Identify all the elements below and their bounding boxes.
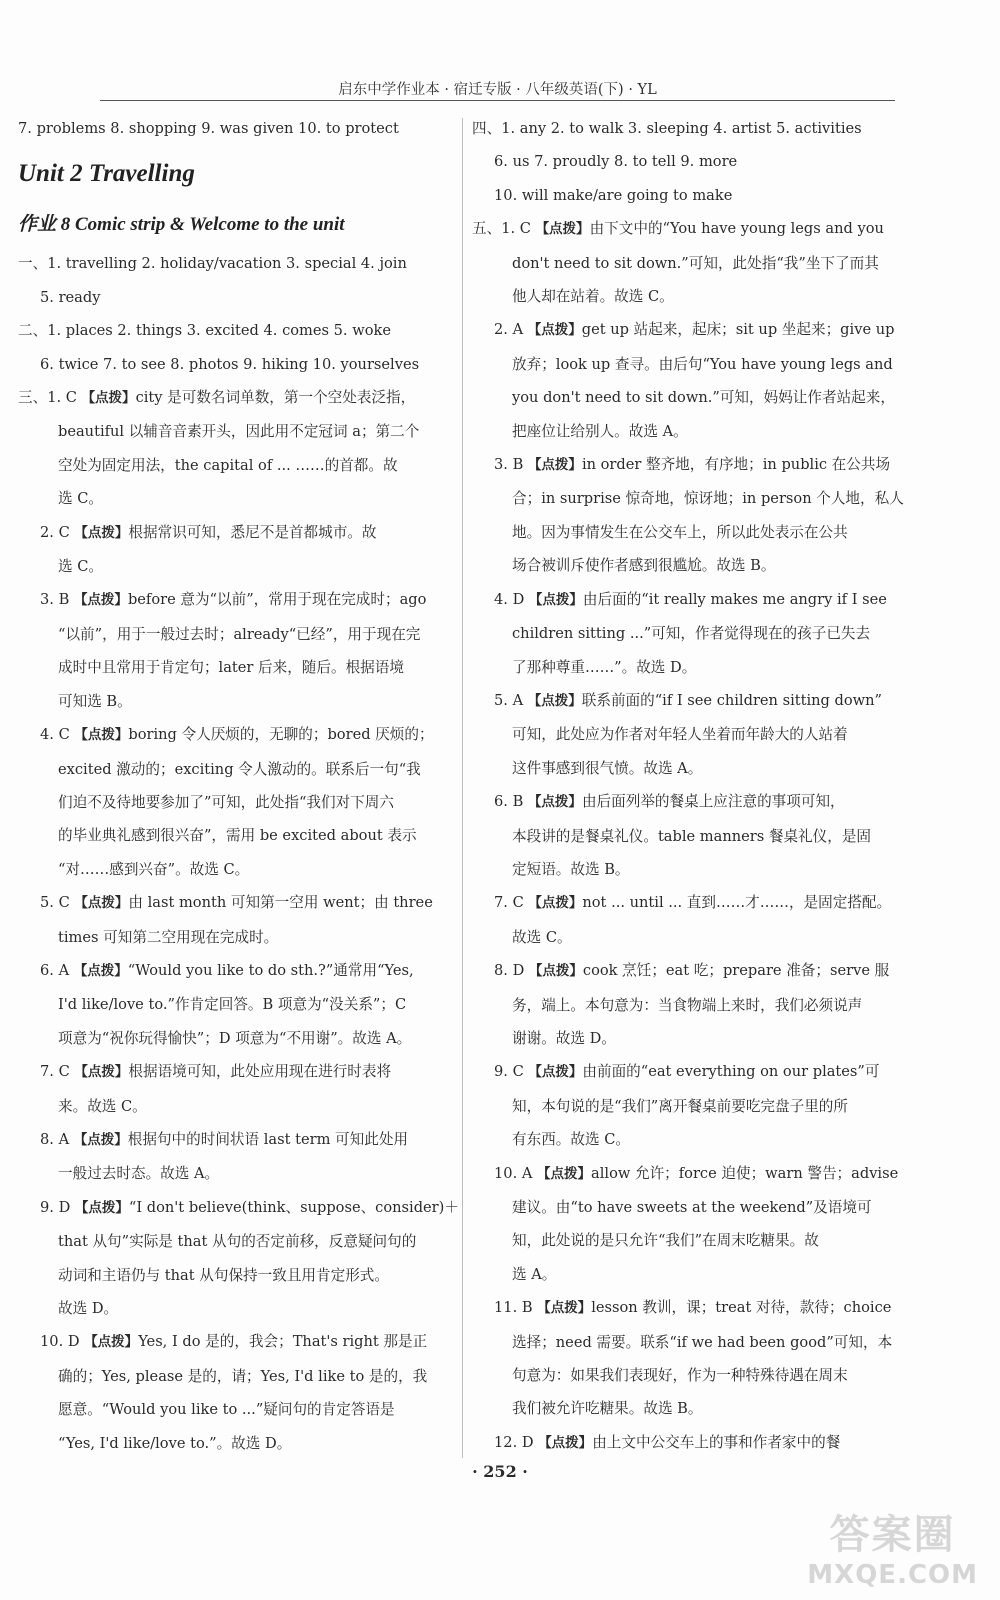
item-number: 8. D [494,962,529,980]
homework-title: 作业 8 Comic strip & Welcome to the unit [18,214,345,236]
explanation-text: not ... until ... 直到……才……，是固定搭配。 [582,894,892,912]
explanation-text: 可知，此处应为作者对年轻人坐着而年龄大的人站着 [512,726,848,744]
item-number: 6. A [40,961,74,979]
explanation-text: “对……感到兴奋”。故选 C。 [58,860,250,878]
watermark-text: 答案圈 [829,1512,956,1558]
hint-label: 【点拨】 [74,895,129,912]
explanation-line [18,786,448,819]
explanation-text: 这件事感到很气愤。故选 A。 [512,759,703,777]
explanation-line [472,1224,902,1257]
hint-label: 【点拨】 [74,727,129,744]
item-number: 4. C [40,726,75,744]
explanation-text: “Would you like to do sth.?”通常用“Yes, [127,961,414,979]
explanation-line [472,921,902,954]
explanation-text: 有东西。故选 C。 [512,1131,630,1149]
explanation-line [472,549,902,582]
item-number: 10. A [494,1164,538,1182]
explanation-text: boring 令人厌烦的，无聊的；bored 厌烦的； [128,726,434,744]
explanation-line [472,516,902,549]
item-number: 7. C [40,1063,75,1081]
item-number: 三、1. C [18,389,82,407]
explanation-line [472,820,902,853]
explanation-line [472,348,902,381]
explanation-text: I'd like/love to.”作肯定回答。B 项意为“没关系”；C [58,996,407,1014]
explanation-item [472,684,902,718]
explanation-text: don't need to sit down.”可知，此处指“我”坐下了而其 [512,254,879,272]
explanation-line [18,853,448,886]
explanation-text: 根据语境可知，此处应用现在进行时表将 [128,1063,392,1081]
hint-label: 【点拨】 [74,1064,129,1081]
explanation-line [472,381,902,414]
explanation-item [18,583,448,617]
item-number: 3. B [40,591,74,609]
explanation-text: 由后面的“it really makes me angry if I see [582,590,887,608]
explanation-text: 句意为：如果我们表现好，作为一种特殊待遇在周末 [512,1367,848,1385]
explanation-item [18,1123,448,1157]
explanation-text: 一般过去时态。故选 A。 [58,1165,220,1183]
page-header: 启东中学作业本 · 宿迁专版 · 八年级英语(下) · YL [100,78,895,101]
explanation-text: 本段讲的是餐桌礼仪。table manners 餐桌礼仪，是固 [512,827,872,845]
explanation-text: lesson 教训，课；treat 对待，款待；choice [591,1299,892,1317]
right-column [472,112,902,1460]
explanation-text: you don't need to sit down.”可知，妈妈让作者站起来， [512,389,895,407]
explanation-line [18,550,448,583]
explanation-text: 选 C。 [58,558,103,576]
answer-line: 一、1. travelling 2. holiday/vacation 3. special 4. join [18,255,407,273]
explanation-text: 他人却在站着。故选 C。 [512,288,674,306]
explanation-line [472,1123,902,1156]
watermark-url: MXQE.COM [807,1560,978,1590]
answer-line: 10. will make/are going to make [494,186,733,204]
explanation-text: 根据句中的时间状语 last term 可知此处用 [127,1130,409,1148]
explanation-line [18,415,448,448]
explanation-text: cook 烹饪；eat 吃；prepare 准备；serve 服 [582,962,890,980]
explanation-item [472,1055,902,1089]
explanation-line [472,1090,902,1123]
explanation-item [18,1191,459,1225]
explanation-text: 知，本句说的是“我们”离开餐桌前要吃完盘子里的所 [512,1097,848,1115]
explanation-line [18,988,448,1021]
explanation-line [18,482,448,515]
explanation-line [18,1292,448,1325]
explanation-text: 动词和主语仍与 that 从句保持一致且用肯定形式。 [58,1266,389,1284]
explanation-line [18,1360,448,1393]
unit-title: Unit 2 Travelling [18,160,195,188]
explanation-text: 地。因为事情发生在公交车上，所以此处表示在公共 [512,523,848,541]
left-column [18,112,459,1460]
explanation-item [472,1426,902,1460]
explanation-item [18,954,448,988]
explanation-line [472,1359,902,1392]
hint-label: 【点拨】 [74,524,129,541]
explanation-text: 谢谢。故选 D。 [512,1029,616,1047]
explanation-text: 场合被训斥使作者感到很尴尬。故选 B。 [512,557,776,575]
hint-label: 【点拨】 [73,1131,128,1148]
watermark-logo [807,1503,978,1590]
explanation-line [18,753,448,786]
explanation-text: allow 允许；force 迫使；warn 警告；advise [591,1164,899,1182]
answer-line: 6. twice 7. to see 8. photos 9. hiking 10. yourselves [40,355,420,373]
explanation-list [472,212,902,1460]
explanation-line [472,718,902,751]
explanation-text: 项意为“祝你玩得愉快”；D 项意为“不用谢”。故选 A。 [58,1029,412,1047]
item-number: 3. B [494,456,528,474]
explanation-line [472,415,902,448]
explanation-text: times 可知第二空用现在完成时。 [58,928,279,946]
explanation-text: excited 激动的；exciting 令人激动的。联系后一句“我 [58,760,421,778]
explanation-line [18,1427,448,1460]
explanation-item [472,1291,902,1325]
explanation-item [472,448,902,482]
explanation-text: 们迫不及待地要参加了”可知，此处指“我们对下周六 [58,793,394,811]
item-number: 9. C [494,1063,529,1081]
hint-label: 【点拨】 [538,1434,593,1451]
explanation-item [18,381,448,415]
explanation-text: 选 C。 [58,490,103,508]
explanation-line [472,989,902,1022]
answer-line: 5. ready [40,288,101,306]
hint-label: 【点拨】 [528,895,583,912]
explanation-line [472,1191,902,1224]
explanation-line [18,1225,448,1258]
explanation-text: 把座位让给别人。故选 A。 [512,422,688,440]
explanation-text: 空处为固定用法，the capital of ... ……的首都。故 [58,456,398,474]
hint-label: 【点拨】 [528,591,583,608]
explanation-item [18,886,448,920]
hint-label: 【点拨】 [84,1334,139,1351]
explanation-line [472,617,902,650]
hint-label: 【点拨】 [528,963,583,980]
answer-line: 6. us 7. proudly 8. to tell 9. more [494,153,738,171]
explanation-text: 务，端上。本句意为：当食物端上来时，我们必须说声 [512,996,863,1014]
hint-label: 【点拨】 [527,794,582,811]
explanation-line [472,1022,902,1055]
explanation-text: 故选 D。 [58,1300,119,1317]
item-number: 11. B [494,1299,538,1317]
hint-label: 【点拨】 [528,1064,583,1081]
explanation-line [18,651,448,684]
hint-label: 【点拨】 [527,322,582,339]
explanation-text: 成时中且常用于肯定句；later 后来，随后。根据语境 [58,659,404,677]
explanation-text: 根据常识可知，悉尼不是首都城市。故 [128,523,377,541]
hint-label: 【点拨】 [537,1300,592,1317]
hint-label: 【点拨】 [81,390,136,407]
explanation-text: 愿意。“Would you like to ...”疑问句的肯定答语是 [58,1401,395,1419]
explanation-text: 放弃；look up 查寻。由后句“You have young legs and [512,355,893,373]
item-number: 5. C [40,894,75,912]
explanation-line [472,1326,902,1359]
explanation-text: 知，此处说的是只允许“我们”在周末吃糖果。故 [512,1232,819,1250]
explanation-item [472,954,902,988]
explanation-text: 了那种尊重……”。故选 D。 [512,658,697,676]
explanation-text: 由前面的“eat everything on our plates”可 [582,1063,880,1081]
explanation-text: before 意为“以前”，常用于现在完成时；ago [127,591,427,609]
explanation-item [472,1157,902,1191]
explanation-line [18,1393,448,1426]
explanation-text: 可知选 B。 [58,692,132,710]
explanation-line [472,1258,902,1291]
explanation-line [18,921,448,954]
hint-label: 【点拨】 [73,962,128,979]
explanation-item [18,516,448,550]
item-number: 9. D [40,1198,75,1216]
item-number: 2. C [40,523,75,541]
item-number: 2. A [494,321,528,339]
explanation-text: “以前”，用于一般过去时；already“已经”，用于现在完 [58,625,421,643]
explanation-item [18,1325,448,1359]
explanation-text: 来。故选 C。 [58,1097,147,1115]
explanation-text: in order 整齐地，有序地；in public 在公共场 [581,456,891,474]
explanation-line [18,685,448,718]
explanation-text: 选择；need 需要。联系“if we had been good”可知，本 [512,1333,893,1351]
answer-line: 四、1. any 2. to walk 3. sleeping 4. artist 5. activities [472,120,862,137]
explanation-text: “I don't believe(think、suppose、consider)＋ [128,1198,459,1216]
item-number: 7. C [494,894,529,912]
explanation-text: 由后面列举的餐桌上应注意的事项可知， [581,793,845,811]
page-number: · 252 · [472,1462,528,1481]
explanation-text: 由 last month 可知第一空用 went；由 three [128,894,433,912]
explanation-text: 故选 C。 [512,928,572,946]
hint-label: 【点拨】 [527,457,582,474]
explanation-item [472,313,902,347]
explanation-text: 确的；Yes, please 是的，请；Yes, I'd like to 是的，我 [58,1367,428,1385]
explanation-text: 定短语。故选 B。 [512,860,630,878]
explanation-text: children sitting ...”可知，作者觉得现在的孩子已失去 [512,625,871,643]
explanation-item [472,886,902,920]
explanation-line [18,449,448,482]
explanation-text: that 从句”实际是 that 从句的否定前移，反意疑问句的 [58,1233,417,1251]
explanation-text: beautiful 以辅音音素开头，因此用不定冠词 a；第二个 [58,423,420,441]
explanation-item [472,212,902,246]
explanation-text: 由下文中的“You have young legs and you [589,220,884,238]
explanation-line [472,1392,902,1425]
explanation-text: city 是可数名词单数，第一个空处表泛指， [135,389,416,407]
explanation-item [18,1055,448,1089]
explanation-text: 选 A。 [512,1265,557,1283]
explanation-line [472,247,902,280]
explanation-item [18,718,448,752]
explanation-text: 合；in surprise 惊奇地，惊讶地；in person 个人地，私人 [512,490,904,508]
item-number: 12. D [494,1433,539,1451]
explanation-line [18,1090,448,1123]
hint-label: 【点拨】 [537,1165,592,1182]
item-number: 6. B [494,793,528,811]
explanation-item [472,583,902,617]
explanation-line [18,1259,448,1292]
item-number: 10. D [40,1333,85,1351]
explanation-line [472,752,902,785]
explanation-list [18,381,459,1460]
explanation-line [18,1157,448,1190]
explanation-line [18,819,448,852]
item-number: 8. A [40,1130,74,1148]
item-number: 4. D [494,590,529,608]
answer-line: 二、1. places 2. things 3. excited 4. comes 5. woke [18,322,391,340]
explanation-line [18,618,448,651]
hint-label: 【点拨】 [74,1199,129,1216]
explanation-line [18,1022,448,1055]
explanation-text: “Yes, I'd like/love to.”。故选 D。 [58,1434,292,1452]
explanation-text: Yes, I do 是的，我会；That's right 那是正 [138,1333,428,1351]
explanation-text: 的毕业典礼感到很兴奋”，需用 be excited about 表示 [58,827,417,845]
hint-label: 【点拨】 [73,592,128,609]
item-number: 5. A [494,691,528,709]
explanation-text: 由上文中公交车上的事和作者家中的餐 [592,1433,841,1451]
explanation-item [472,785,902,819]
explanation-line [472,853,902,886]
explanation-line [472,482,902,515]
item-number: 五、1. C [472,220,536,238]
answer-line: 7. problems 8. shopping 9. was given 10. to protect [18,120,399,137]
explanation-text: 联系前面的“if I see children sitting down” [581,691,883,709]
column-divider [462,118,463,1458]
hint-label: 【点拨】 [527,692,582,709]
explanation-text: 建议。由“to have sweets at the weekend”及语境可 [512,1199,872,1216]
explanation-text: 我们被允许吃糖果。故选 B。 [512,1400,703,1418]
explanation-line [472,280,902,313]
hint-label: 【点拨】 [535,221,590,238]
explanation-text: get up 站起来，起床；sit up 坐起来；give up [581,321,895,339]
explanation-line [472,651,902,684]
